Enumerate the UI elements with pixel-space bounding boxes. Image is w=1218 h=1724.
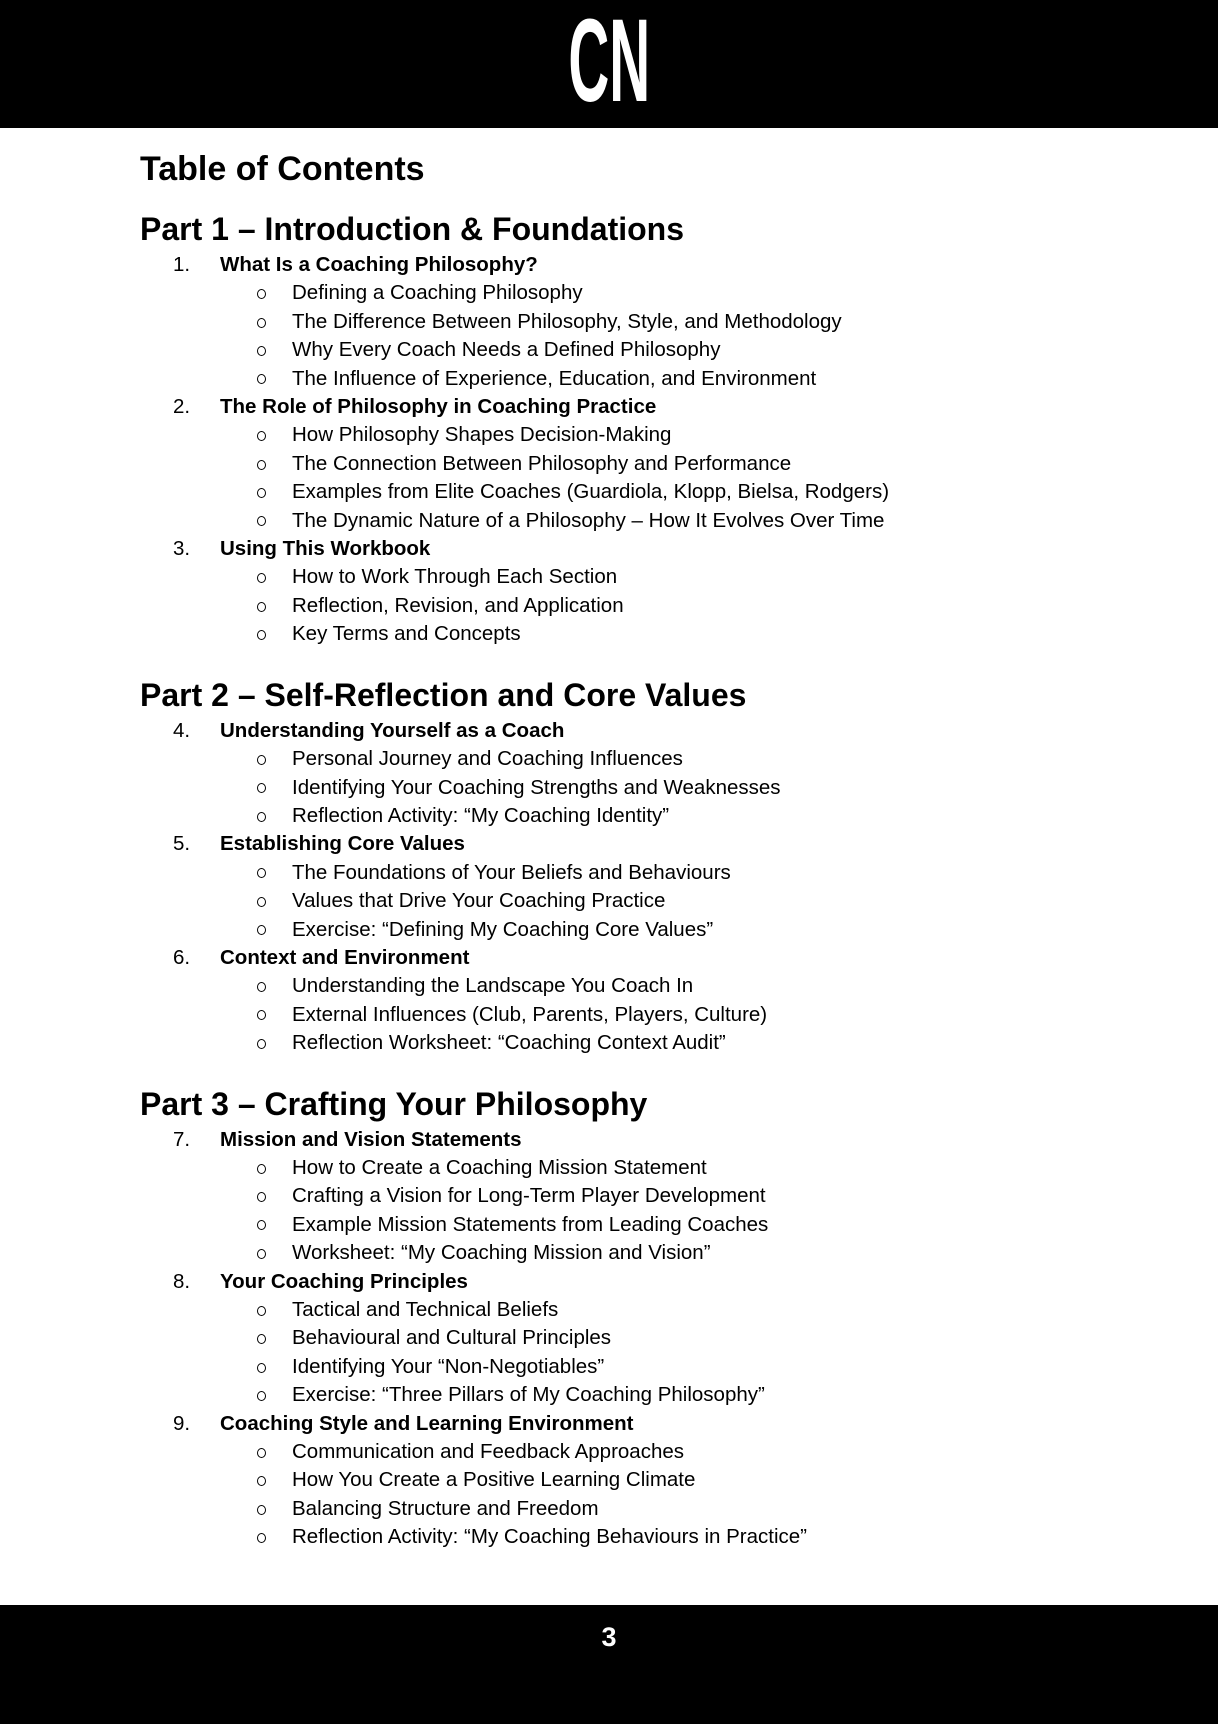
toc-subitem bbox=[0, 308, 1218, 336]
toc-subitem bbox=[0, 1211, 1218, 1239]
toc-section-number: 4. bbox=[173, 718, 191, 742]
toc-section-number: 1. bbox=[173, 253, 191, 276]
toc-subitem bbox=[0, 1495, 1218, 1523]
toc-part-3 bbox=[0, 1084, 1218, 1552]
toc-subitem bbox=[0, 887, 1218, 915]
page-title: Table of Contents bbox=[140, 150, 425, 188]
toc-subitem-label: Identifying Your “Non-Negotiables” bbox=[292, 1354, 605, 1378]
circle-bullet-icon bbox=[257, 1248, 292, 1259]
toc-subitem bbox=[0, 279, 1218, 307]
toc-subitem-label: Exercise: “Defining My Coaching Core Values” bbox=[292, 917, 714, 941]
toc-subitem bbox=[0, 1324, 1218, 1352]
toc-subitem bbox=[0, 1029, 1218, 1057]
toc-subitem bbox=[0, 421, 1218, 449]
toc-subitem-label: Crafting a Vision for Long-Term Player Development bbox=[292, 1184, 766, 1208]
circle-bullet-icon bbox=[257, 373, 292, 384]
toc-subitem bbox=[0, 450, 1218, 478]
circle-bullet-icon bbox=[257, 572, 292, 583]
circle-bullet-icon bbox=[257, 1447, 292, 1458]
circle-bullet-icon bbox=[257, 1191, 292, 1202]
toc-section-number: 3. bbox=[173, 537, 191, 561]
toc-subitem bbox=[0, 1296, 1218, 1324]
table-of-contents bbox=[0, 148, 1218, 1552]
toc-subitem bbox=[0, 620, 1218, 648]
toc-section-number: 2. bbox=[173, 395, 191, 419]
toc-subitem-label: The Influence of Experience, Education, and Environment bbox=[292, 366, 817, 390]
toc-part-1 bbox=[0, 209, 1218, 649]
circle-bullet-icon bbox=[257, 1504, 292, 1515]
toc-subitem bbox=[0, 563, 1218, 591]
circle-bullet-icon bbox=[257, 896, 292, 907]
circle-bullet-icon bbox=[257, 867, 292, 878]
circle-bullet-icon bbox=[257, 1038, 292, 1049]
toc-subitem bbox=[0, 478, 1218, 506]
circle-bullet-icon bbox=[257, 1532, 292, 1543]
toc-section-title: Context and Environment bbox=[220, 945, 470, 969]
toc-list bbox=[0, 717, 1218, 1058]
part-heading: Part 1 – Introduction & Foundations bbox=[140, 211, 684, 247]
toc-subitem bbox=[0, 592, 1218, 620]
toc-subitem bbox=[0, 916, 1218, 944]
toc-section-title: The Role of Philosophy in Coaching Practice bbox=[220, 395, 657, 419]
toc-subitem bbox=[0, 972, 1218, 1000]
toc-subitem-label: Behavioural and Cultural Principles bbox=[292, 1326, 612, 1350]
toc-part-2 bbox=[0, 675, 1218, 1058]
page-header-bar bbox=[0, 0, 1218, 128]
toc-section-title: What Is a Coaching Philosophy? bbox=[220, 253, 538, 276]
page-footer-bar bbox=[0, 1605, 1218, 1724]
circle-bullet-icon bbox=[257, 459, 292, 470]
toc-subitem-label: Examples from Elite Coaches (Guardiola, Klopp, Bielsa, Rodgers) bbox=[292, 480, 890, 504]
toc-subitem bbox=[0, 745, 1218, 773]
circle-bullet-icon bbox=[257, 981, 292, 992]
part-heading: Part 3 – Crafting Your Philosophy bbox=[140, 1085, 648, 1122]
toc-subitem-label: The Connection Between Philosophy and Performance bbox=[292, 451, 792, 475]
toc-section-title: Using This Workbook bbox=[220, 537, 431, 561]
toc-section bbox=[0, 944, 1218, 972]
circle-bullet-icon bbox=[257, 1390, 292, 1401]
part-heading: Part 2 – Self-Reflection and Core Values bbox=[140, 676, 747, 713]
toc-section bbox=[0, 717, 1218, 745]
circle-bullet-icon bbox=[257, 345, 292, 356]
toc-section bbox=[0, 1268, 1218, 1296]
cn-logo: CN bbox=[568, 0, 650, 127]
toc-subitem-label: Tactical and Technical Beliefs bbox=[292, 1298, 559, 1321]
circle-bullet-icon bbox=[257, 1163, 292, 1174]
toc-subitem-label: Communication and Feedback Approaches bbox=[292, 1440, 685, 1464]
toc-section-title: Mission and Vision Statements bbox=[220, 1127, 522, 1151]
circle-bullet-icon bbox=[257, 1333, 292, 1344]
toc-section-number: 8. bbox=[173, 1269, 191, 1293]
circle-bullet-icon bbox=[257, 1305, 292, 1316]
toc-section bbox=[0, 251, 1218, 279]
toc-subitem bbox=[0, 774, 1218, 802]
toc-section bbox=[0, 1410, 1218, 1438]
toc-subitem-label: Key Terms and Concepts bbox=[292, 622, 521, 646]
toc-section-number: 5. bbox=[173, 832, 191, 856]
toc-section bbox=[0, 535, 1218, 563]
circle-bullet-icon bbox=[257, 1219, 292, 1230]
toc-subitem bbox=[0, 1466, 1218, 1494]
toc-subitem bbox=[0, 1182, 1218, 1210]
toc-list bbox=[0, 251, 1218, 649]
toc-subitem bbox=[0, 336, 1218, 364]
circle-bullet-icon bbox=[257, 1475, 292, 1486]
toc-section bbox=[0, 1126, 1218, 1154]
toc-subitem bbox=[0, 1154, 1218, 1182]
circle-bullet-icon bbox=[257, 1009, 292, 1020]
toc-subitem bbox=[0, 859, 1218, 887]
toc-section-number: 9. bbox=[173, 1411, 191, 1435]
toc-subitem-label: Balancing Structure and Freedom bbox=[292, 1496, 599, 1520]
toc-subitem-label: The Difference Between Philosophy, Style, and Methodology bbox=[292, 309, 842, 333]
circle-bullet-icon bbox=[257, 811, 292, 822]
circle-bullet-icon bbox=[257, 782, 292, 793]
toc-subitem bbox=[0, 1381, 1218, 1409]
circle-bullet-icon bbox=[257, 487, 292, 498]
toc-subitem-label: How Philosophy Shapes Decision-Making bbox=[292, 423, 672, 447]
toc-list bbox=[0, 1126, 1218, 1552]
toc-section bbox=[0, 830, 1218, 858]
circle-bullet-icon bbox=[257, 924, 292, 935]
page-number: 3 bbox=[601, 1622, 617, 1652]
toc-subitem-label: The Dynamic Nature of a Philosophy – How It Evolves Over Time bbox=[292, 508, 885, 532]
circle-bullet-icon bbox=[257, 1362, 292, 1373]
toc-subitem-label: Values that Drive Your Coaching Practice bbox=[292, 889, 666, 913]
toc-subitem-label: Worksheet: “My Coaching Mission and Vision” bbox=[292, 1241, 711, 1265]
toc-subitem bbox=[0, 802, 1218, 830]
toc-subitem-label: Why Every Coach Needs a Defined Philosophy bbox=[292, 338, 721, 362]
toc-subitem-label: How You Create a Positive Learning Climate bbox=[292, 1468, 696, 1492]
toc-subitem-label: How to Create a Coaching Mission Statement bbox=[292, 1155, 707, 1179]
toc-subitem-label: Defining a Coaching Philosophy bbox=[292, 281, 583, 305]
toc-section-title: Coaching Style and Learning Environment bbox=[220, 1411, 634, 1435]
toc-section-title: Your Coaching Principles bbox=[220, 1269, 468, 1293]
toc-section-title: Understanding Yourself as a Coach bbox=[220, 718, 565, 742]
toc-section-title: Establishing Core Values bbox=[220, 832, 465, 856]
toc-subitem bbox=[0, 507, 1218, 535]
circle-bullet-icon bbox=[257, 629, 292, 640]
toc-subitem bbox=[0, 1001, 1218, 1029]
circle-bullet-icon bbox=[257, 515, 292, 526]
toc-subitem bbox=[0, 1523, 1218, 1551]
circle-bullet-icon bbox=[257, 317, 292, 328]
toc-subitem-label: Example Mission Statements from Leading Coaches bbox=[292, 1212, 769, 1236]
toc-subitem bbox=[0, 365, 1218, 393]
circle-bullet-icon bbox=[257, 430, 292, 441]
toc-subitem-label: Identifying Your Coaching Strengths and Weaknesses bbox=[292, 775, 781, 799]
toc-subitem-label: Exercise: “Three Pillars of My Coaching Philosophy” bbox=[292, 1383, 765, 1407]
toc-subitem-label: Reflection Activity: “My Coaching Behaviours in Practice” bbox=[292, 1525, 807, 1549]
toc-subitem-label: Reflection Activity: “My Coaching Identity” bbox=[292, 803, 670, 827]
toc-subitem-label: Reflection, Revision, and Application bbox=[292, 593, 624, 617]
toc-subitem bbox=[0, 1438, 1218, 1466]
toc-subitem-label: Reflection Worksheet: “Coaching Context Audit” bbox=[292, 1031, 726, 1055]
toc-section-number: 7. bbox=[173, 1127, 191, 1151]
toc-section bbox=[0, 393, 1218, 421]
toc-subitem bbox=[0, 1353, 1218, 1381]
toc-subitem-label: How to Work Through Each Section bbox=[292, 565, 618, 589]
toc-subitem bbox=[0, 1239, 1218, 1267]
toc-subitem-label: Understanding the Landscape You Coach In bbox=[292, 974, 694, 998]
circle-bullet-icon bbox=[257, 754, 292, 765]
circle-bullet-icon bbox=[257, 288, 292, 299]
toc-section-number: 6. bbox=[173, 945, 191, 969]
toc-subitem-label: The Foundations of Your Beliefs and Behaviours bbox=[292, 860, 731, 884]
toc-subitem-label: External Influences (Club, Parents, Players, Culture) bbox=[292, 1002, 768, 1026]
toc-subitem-label: Personal Journey and Coaching Influences bbox=[292, 747, 683, 771]
circle-bullet-icon bbox=[257, 601, 292, 612]
